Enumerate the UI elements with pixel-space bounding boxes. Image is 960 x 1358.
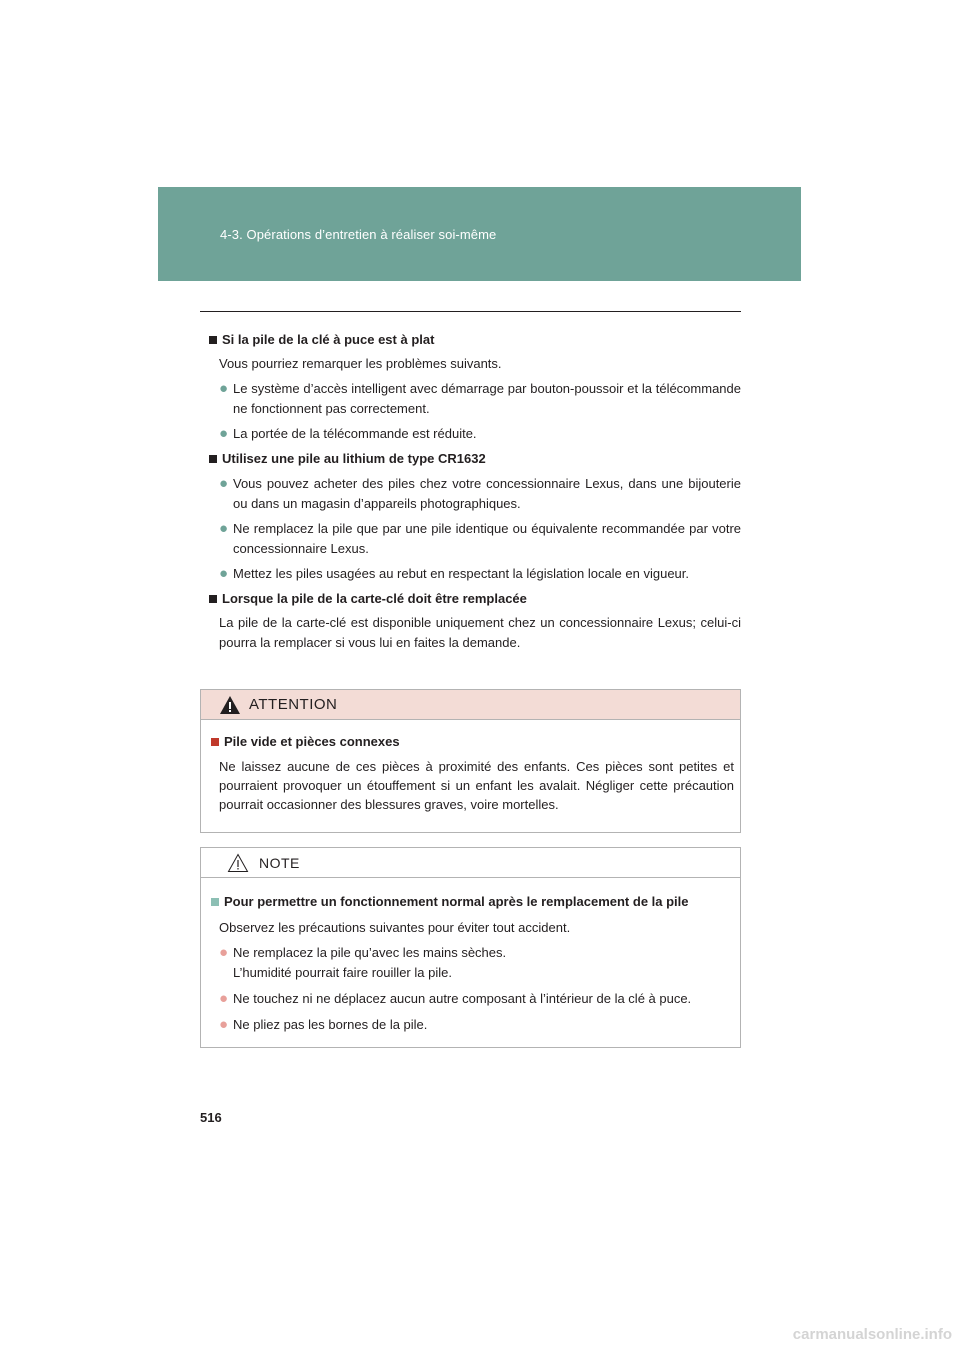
list-item: ● Ne pliez pas les bornes de la pile. — [219, 1016, 428, 1033]
bullet-dot-icon: ● — [219, 565, 229, 582]
section-title: 4-3. Opérations d’entretien à réaliser soi-même — [220, 227, 497, 242]
list-item: ● Ne touchez ni ne déplacez aucun autre composant à l’intérieur de la clé à puce. — [219, 990, 692, 1007]
square-bullet-icon — [209, 455, 217, 463]
square-bullet-icon — [211, 898, 219, 906]
attention-header — [201, 690, 740, 720]
attention-text: Ne laissez aucune de ces pièces à proximité des enfants. Ces pièces sont petites et pourraient provoquer un étouffement si un enfant les avalait. Négliger cette précaution pourrait occasionner des blessures graves, voire mortelles. — [219, 759, 734, 812]
list-item: ● Ne remplacez la pile qu’avec les mains sèches. L’humidité pourrait faire rouiller la pile. — [201, 943, 734, 983]
bullet-dot-icon: ● — [219, 1016, 229, 1033]
attention-heading: Pile vide et pièces connexes — [201, 732, 734, 752]
section-heading-battery-type: Utilisez une pile au lithium de type CR1632 — [200, 449, 741, 469]
bullet-dot-icon: ● — [219, 380, 229, 397]
section-header-band — [158, 187, 801, 281]
attention-label: ATTENTION — [249, 696, 338, 713]
section-heading-card-key: Lorsque la pile de la carte-clé doit être remplacée — [200, 589, 741, 609]
bullet-dot-icon: ● — [219, 944, 229, 961]
divider — [200, 311, 741, 312]
caution-triangle-outline-icon — [227, 853, 249, 873]
attention-box — [200, 689, 741, 833]
main-content — [200, 328, 741, 653]
note-header — [201, 848, 740, 878]
section-intro: Vous pourriez remarquer les problèmes suivants. — [219, 356, 502, 371]
list-item: ● Vous pouvez acheter des piles chez votre concessionnaire Lexus, dans une bijouterie ou dans un magasin d’appareils photographiques. — [200, 474, 741, 514]
list-item: ● Mettez les piles usagées au rebut en respectant la législation locale en vigueur. — [219, 565, 690, 582]
bullet-dot-icon: ● — [219, 425, 229, 442]
list-item: ● Ne remplacez la pile que par une pile identique ou équivalente recommandée par votre concessionnaire Lexus. — [200, 519, 741, 559]
warning-triangle-icon — [219, 695, 241, 715]
note-heading: Pour permettre un fonctionnement normal après le remplacement de la pile — [201, 892, 734, 912]
square-bullet-icon — [211, 738, 219, 746]
watermark-logo: carmanualsonline.info — [792, 1326, 952, 1343]
section-heading-dead-battery: Si la pile de la clé à puce est à plat — [200, 330, 741, 350]
bullet-dot-icon: ● — [219, 990, 229, 1007]
note-box — [200, 847, 741, 1048]
bullet-dot-icon: ● — [219, 475, 229, 492]
section-intro: La pile de la carte-clé est disponible uniquement chez un concessionnaire Lexus; celui-ci pourra la remplacer si vous lui en faites la demande. — [219, 615, 741, 650]
note-intro: Observez les précautions suivantes pour éviter tout accident. — [219, 920, 571, 935]
square-bullet-icon — [209, 336, 217, 344]
list-item: ● Le système d’accès intelligent avec démarrage par bouton-poussoir et la télécommande ne fonctionnent pas correctement. — [200, 379, 741, 419]
list-item: ● La portée de la télécommande est réduite. — [219, 425, 477, 442]
square-bullet-icon — [209, 595, 217, 603]
note-label: NOTE — [259, 854, 300, 871]
bullet-dot-icon: ● — [219, 520, 229, 537]
page-number: 516 — [200, 1110, 222, 1125]
